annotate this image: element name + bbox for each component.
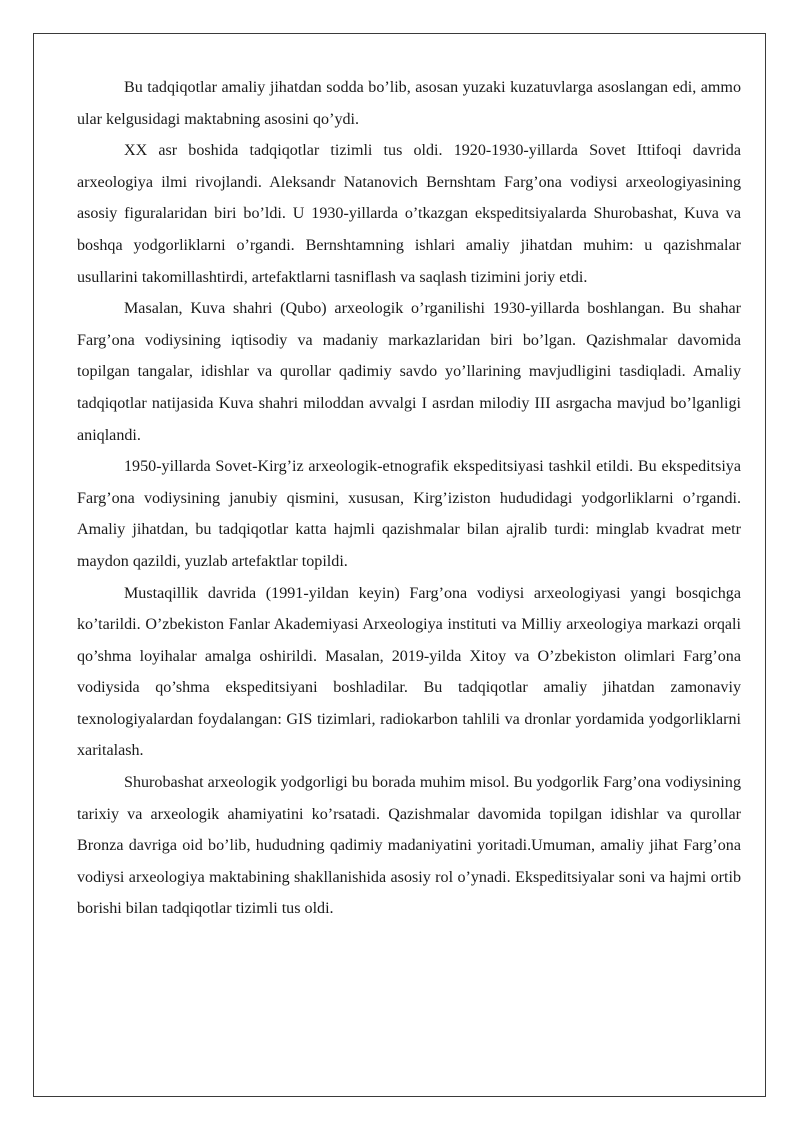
document-body [77,72,741,925]
paragraph-5: Mustaqillik davrida (1991-yildan keyin) Farg’ona vodiysi arxeologiyasi yangi bosqichga ko’tarildi. O’zbekiston Fanlar Akademiyasi Arxeologiya instituti va Milliy arxeologiya markazi orqali qo’shma loyihalar amalga oshirildi. Masalan, 2019-yilda Xitoy va O’zbekiston olimlari Farg’ona vodiysida qo’shma ekspeditsiyani boshladilar. Bu tadqiqotlar amaliy jihatdan zamonaviy texnologiyalardan foydalangan: GIS tizimlari, radiokarbon tahlili va dronlar yordamida yodgorliklarni xaritalash. [77,584,741,760]
paragraph-4: 1950-yillarda Sovet-Kirg’iz arxeologik-etnografik ekspeditsiyasi tashkil etildi. Bu ekspeditsiya Farg’ona vodiysining janubiy qismini, xususan, Kirg’iziston hududidagi yodgorliklarni o’rgandi. Amaliy jihatdan, bu tadqiqotlar katta hajmli qazishmalar bilan ajralib turdi: minglab kvadrat metr maydon qazildi, yuzlab artefaktlar topildi. [77,458,741,570]
paragraph-6: Shurobashat arxeologik yodgorligi bu borada muhim misol. Bu yodgorlik Farg’ona vodiysining tarixiy va arxeologik ahamiyatini ko’rsatadi. Qazishmalar davomida topilgan idishlar va qurollar Bronza davriga oid bo’lib, hududning qadimiy madaniyatini yoritadi.Umuman, amaliy jihat Farg’ona vodiysi arxeologiya maktabining shakllanishida asosiy rol o’ynadi. Ekspeditsiyalar soni va hajmi ortib borishi bilan tadqiqotlar tizimli tus oldi. [77,774,741,918]
paragraph-2: XX asr boshida tadqiqotlar tizimli tus oldi. 1920-1930-yillarda Sovet Ittifoqi davrida arxeologiya ilmi rivojlandi. Aleksandr Natanovich Bernshtam Farg’ona vodiysi arxeologiyasining asosiy figuralaridan biri bo’ldi. U 1930-yillarda o’tkazgan ekspeditsiyalarda Shurobashat, Kuva va boshqa yodgorliklarni o’rgandi. Bernshtamning ishlari amaliy jihatdan muhim: u qazishmalar usullarini takomillashtirdi, artefaktlarni tasniflash va saqlash tizimini joriy etdi. [77,142,741,286]
paragraph-3: Masalan, Kuva shahri (Qubo) arxeologik o’rganilishi 1930-yillarda boshlangan. Bu shahar Farg’ona vodiysining iqtisodiy va madaniy markazlaridan biri bo’lgan. Qazishmalar davomida topilgan tangalar, idishlar va qurollar qadimiy savdo yo’llarining mavjudligini tasdiqladi. Amaliy tadqiqotlar natijasida Kuva shahri miloddan avvalgi I asrdan milodiy III asrgacha mavjud bo’lganligi aniqlandi. [77,300,741,444]
paragraph-1: Bu tadqiqotlar amaliy jihatdan sodda bo’lib, asosan yuzaki kuzatuvlarga asoslangan edi, ammo ular kelgusidagi maktabning asosini qo’ydi. [77,79,741,128]
